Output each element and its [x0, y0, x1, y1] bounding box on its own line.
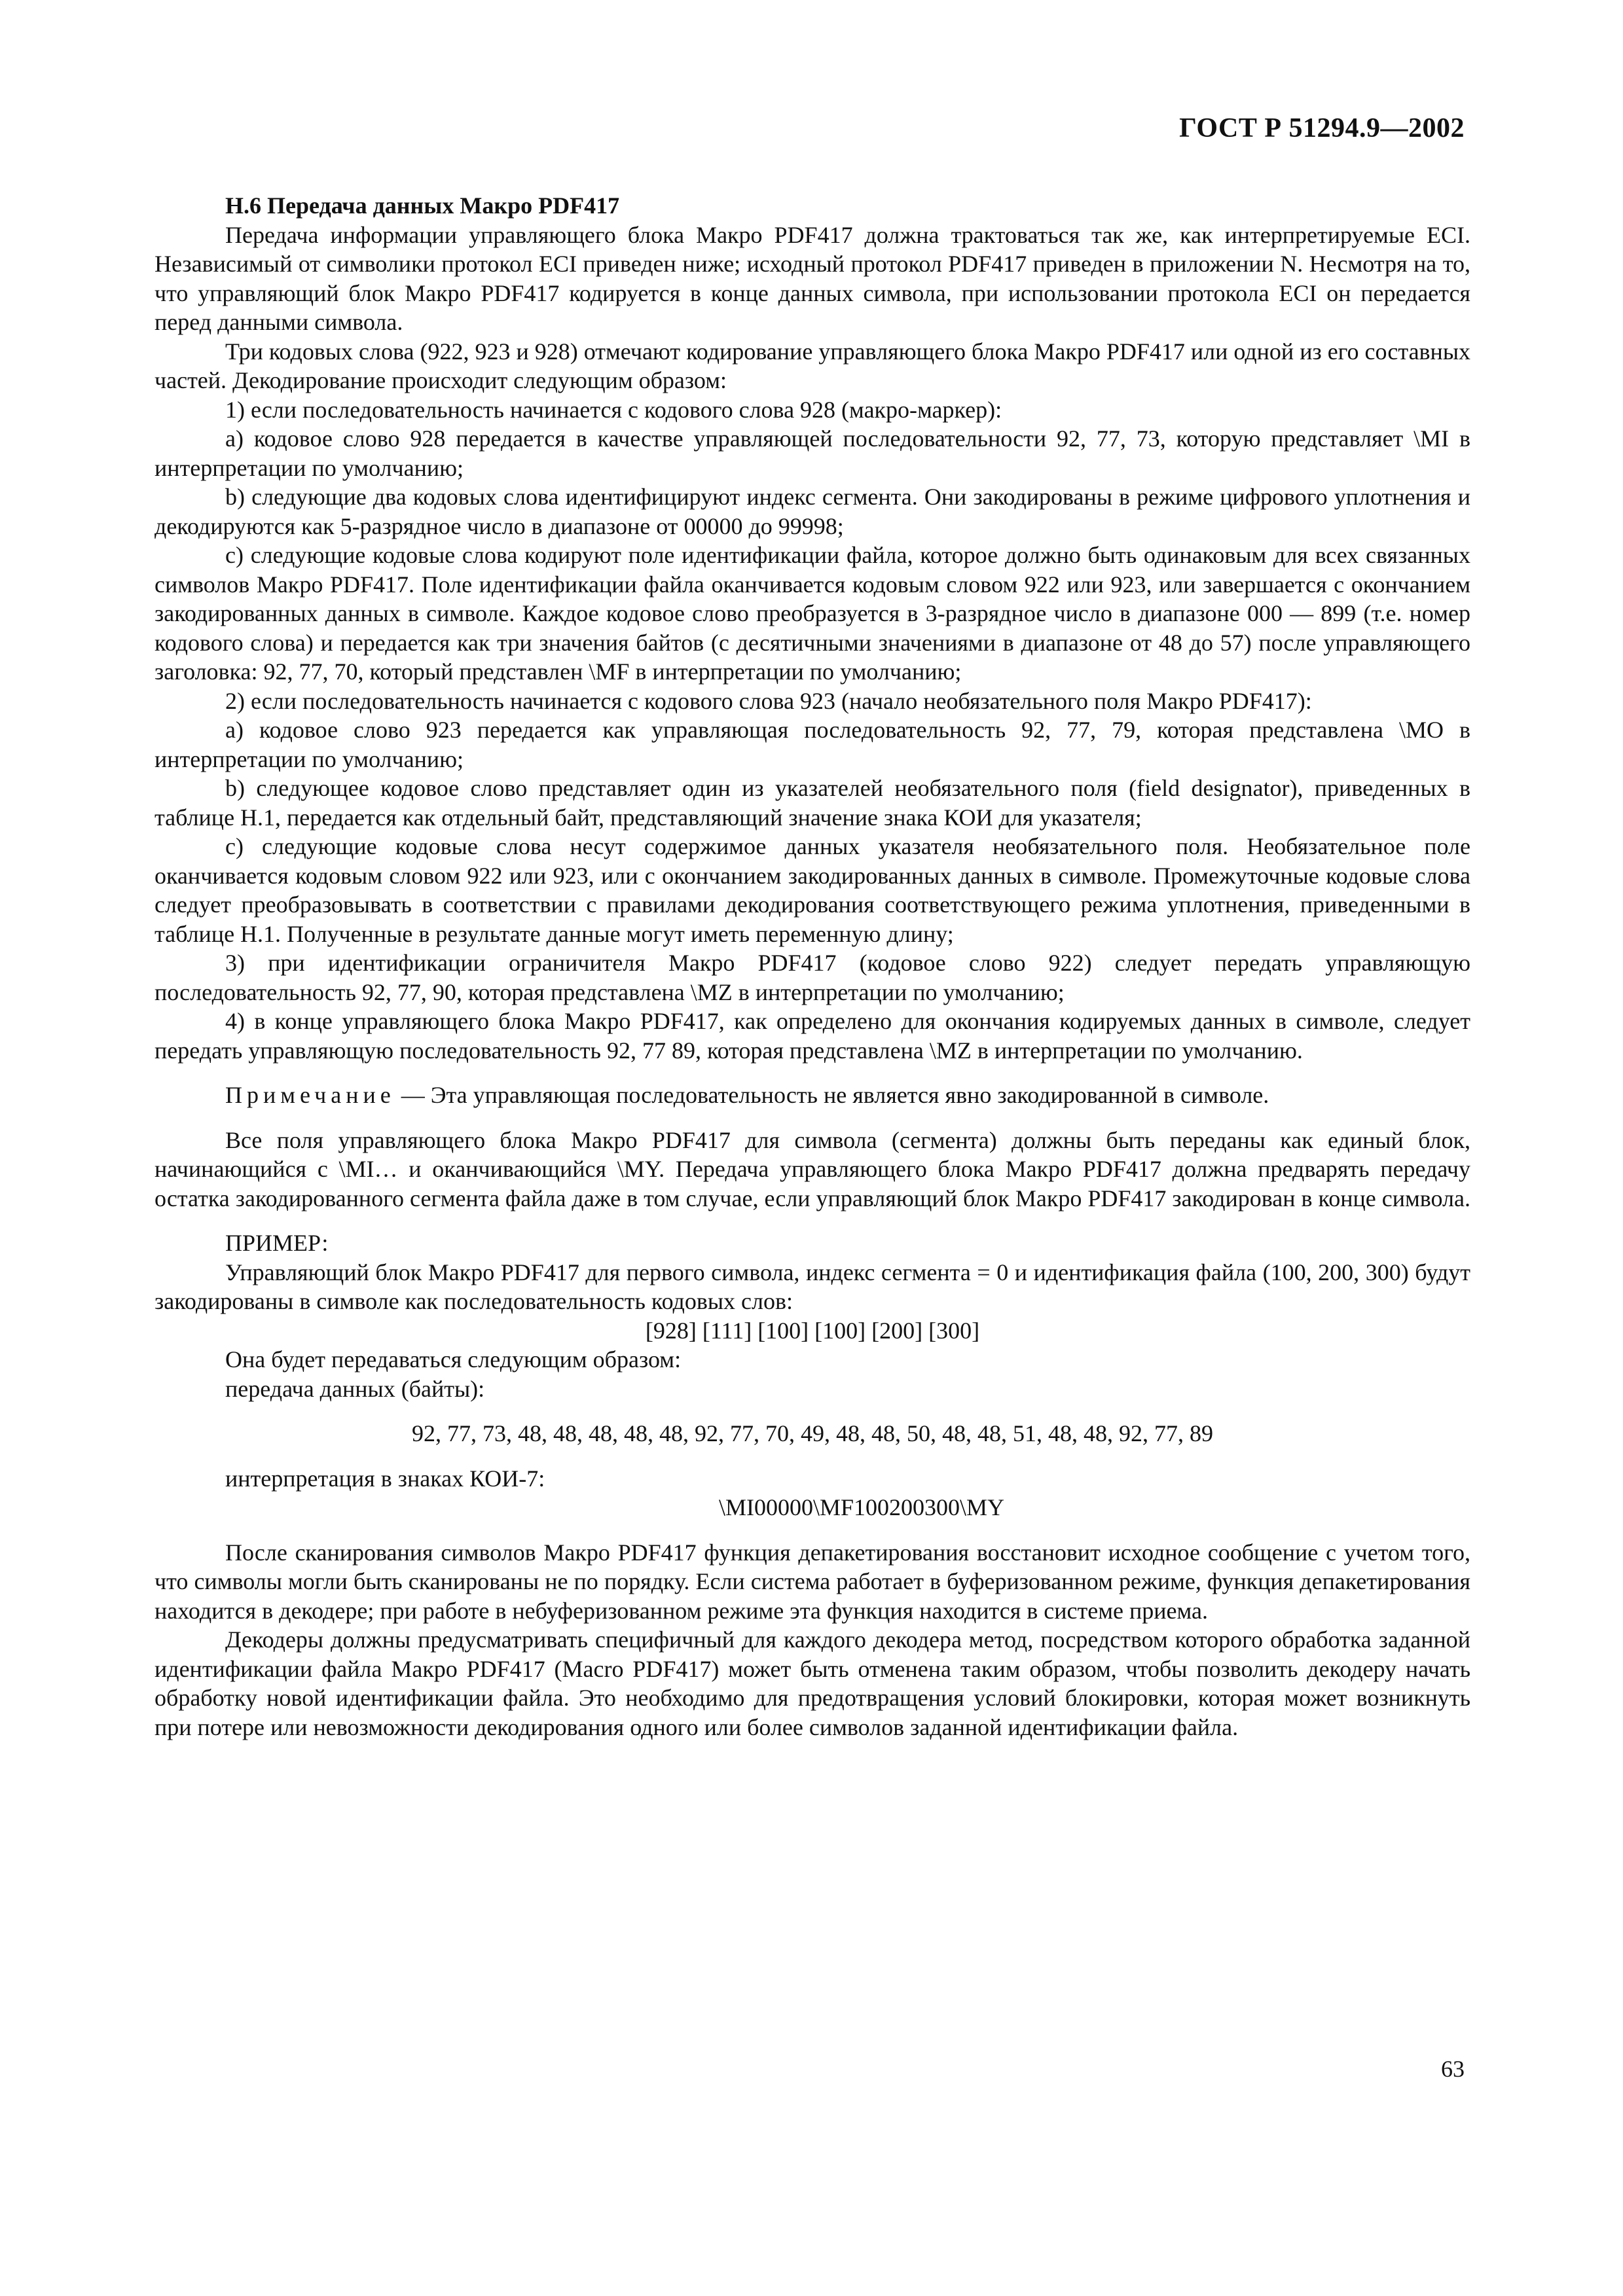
example-label: ПРИМЕР:: [225, 1230, 329, 1256]
list-item: 1) если последовательность начинается с кодового слова 928 (макро-маркер):: [225, 396, 1002, 423]
section-title: Н.6 Передача данных Макро PDF417: [225, 192, 620, 219]
note: [155, 1081, 1470, 1110]
paragraph: Передача информации управляющего блока Макро PDF417 должна трактоваться так же, как интерпретируемые ECI. Независимый от символики протокол ECI приведен ниже; исходный протокол PDF417 приведен в приложении N. Несмотря на то, что управляющий блок Макро PDF417 кодируется в конце данных символа, при использовании протокола ECI он передается перед данными символа.: [155, 221, 1470, 335]
document-header: ГОСТ Р 51294.9—2002: [1179, 113, 1465, 143]
paragraph: Управляющий блок Макро PDF417 для первого символа, индекс сегмента = 0 и идентификация файла (100, 200, 300) будут закодированы в символе как последовательность кодовых слов:: [155, 1259, 1470, 1314]
list-item: 2) если последовательность начинается с кодового слова 923 (начало необязательного поля Макро PDF417):: [225, 687, 1312, 714]
page-number: 63: [1441, 2056, 1465, 2082]
bytes-sequence: 92, 77, 73, 48, 48, 48, 48, 48, 92, 77, 70, 49, 48, 48, 50, 48, 48, 51, 48, 48, 92, 77, 89: [412, 1420, 1213, 1446]
paragraph: После сканирования символов Макро PDF417 функция депакетирования восстановит исходное сообщение с учетом того, что символы могли быть сканированы не по порядку. Если система работает в буферизованном режиме, функция депакетирования находится в декодере; при работе в небуферизованном режиме эта функция находится в системе приема.: [155, 1539, 1470, 1624]
list-item: 3) при идентификации ограничителя Макро PDF417 (кодовое слово 922) следует передать управляющую последовательность 92, 77, 90, которая представлена \MZ в интерпретации по умолчанию;: [155, 950, 1470, 1005]
list-item: a) кодовое слово 928 передается в качестве управляющей последовательности 92, 77, 73, которую представляет \MI в интерпретации по умолчанию;: [155, 425, 1470, 481]
paragraph: передача данных (байты):: [225, 1375, 485, 1402]
paragraph: Все поля управляющего блока Макро PDF417 для символа (сегмента) должны быть переданы как единый блок, начинающийся с \MI… и оканчивающийся \MY. Передача управляющего блока Макро PDF417 должна предварять передачу остатка закодированного сегмента файла даже в том случае, если управляющий блок Макро PDF417 закодирован в конце символа.: [155, 1126, 1470, 1211]
paragraph: Декодеры должны предусматривать специфичный для каждого декодера метод, посредством которого обработка заданной идентификации файла Макро PDF417 (Macro PDF417) может быть отменена таким образом, чтобы позволить декодеру начать обработку новой идентификации файла. Это необходимо для предотвращения условий блокировки, которая может возникнуть при потере или невозможности декодирования одного или более символов заданной идентификации файла.: [155, 1626, 1470, 1740]
paragraph: Три кодовых слова (922, 923 и 928) отмечают кодирование управляющего блока Макро PDF417 или одной из его составных частей. Декодирование происходит следующим образом:: [155, 338, 1470, 393]
list-item: 4) в конце управляющего блока Макро PDF417, как определено для окончания кодируемых данных в символе, следует передать управляющую последовательность 92, 77 89, которая представлена \MZ в интерпретации по умолчанию.: [155, 1008, 1470, 1064]
codewords-sequence: [928] [111] [100] [100] [200] [300]: [645, 1317, 980, 1344]
list-item: a) кодовое слово 923 передается как управляющая последовательность 92, 77, 79, которая представлена \MO в интерпретации по умолчанию;: [155, 717, 1470, 772]
list-item: c) следующие кодовые слова кодируют поле идентификации файла, которое должно быть одинаковым для всех связанных символов Макро PDF417. Поле идентификации файла оканчивается кодовым словом 922 или 923, или завершается с окончанием закодированных данных в символе. Каждое кодовое слово преобразуется в 3-разрядное число в диапазоне 000 — 899 (т.е. номер кодового слова) и передается как три значения байтов (с десятичными значениями в диапазоне от 48 до 57) после управляющего заголовка: 92, 77, 70, который представлен \MF в интерпретации по умолчанию;: [155, 542, 1470, 685]
paragraph: Она будет передаваться следующим образом:: [225, 1346, 682, 1372]
list-item: b) следующее кодовое слово представляет один из указателей необязательного поля (field designator), приведенных в таблице Н.1, передается как отдельный байт, представляющий значение знака КОИ для указателя;: [155, 775, 1470, 831]
list-item: b) следующие два кодовых слова идентифицируют индекс сегмента. Они закодированы в режиме цифрового уплотнения и декодируются как 5-разрядное число в диапазоне от 00000 до 99998;: [155, 484, 1470, 539]
note-label: Примечание: [225, 1082, 395, 1108]
note-text: — Эта управляющая последовательность не является явно закодированной в символе.: [395, 1082, 1269, 1108]
list-item: c) следующие кодовые слова несут содержимое данных указателя необязательного поля. Необязательное поле оканчивается кодовым словом 922 или 923, или с окончанием закодированных данных в символе. Промежуточные кодовые слова следует преобразовывать в соответствии с правилами декодирования соответствующего режима уплотнения, приведенными в таблице Н.1. Полученные в результате данные могут иметь переменную длину;: [155, 833, 1470, 947]
document-body: [155, 191, 1470, 1742]
koi7-sequence: \MI00000\MF100200300\MY: [718, 1494, 1005, 1520]
paragraph: интерпретация в знаках КОИ-7:: [225, 1465, 545, 1492]
